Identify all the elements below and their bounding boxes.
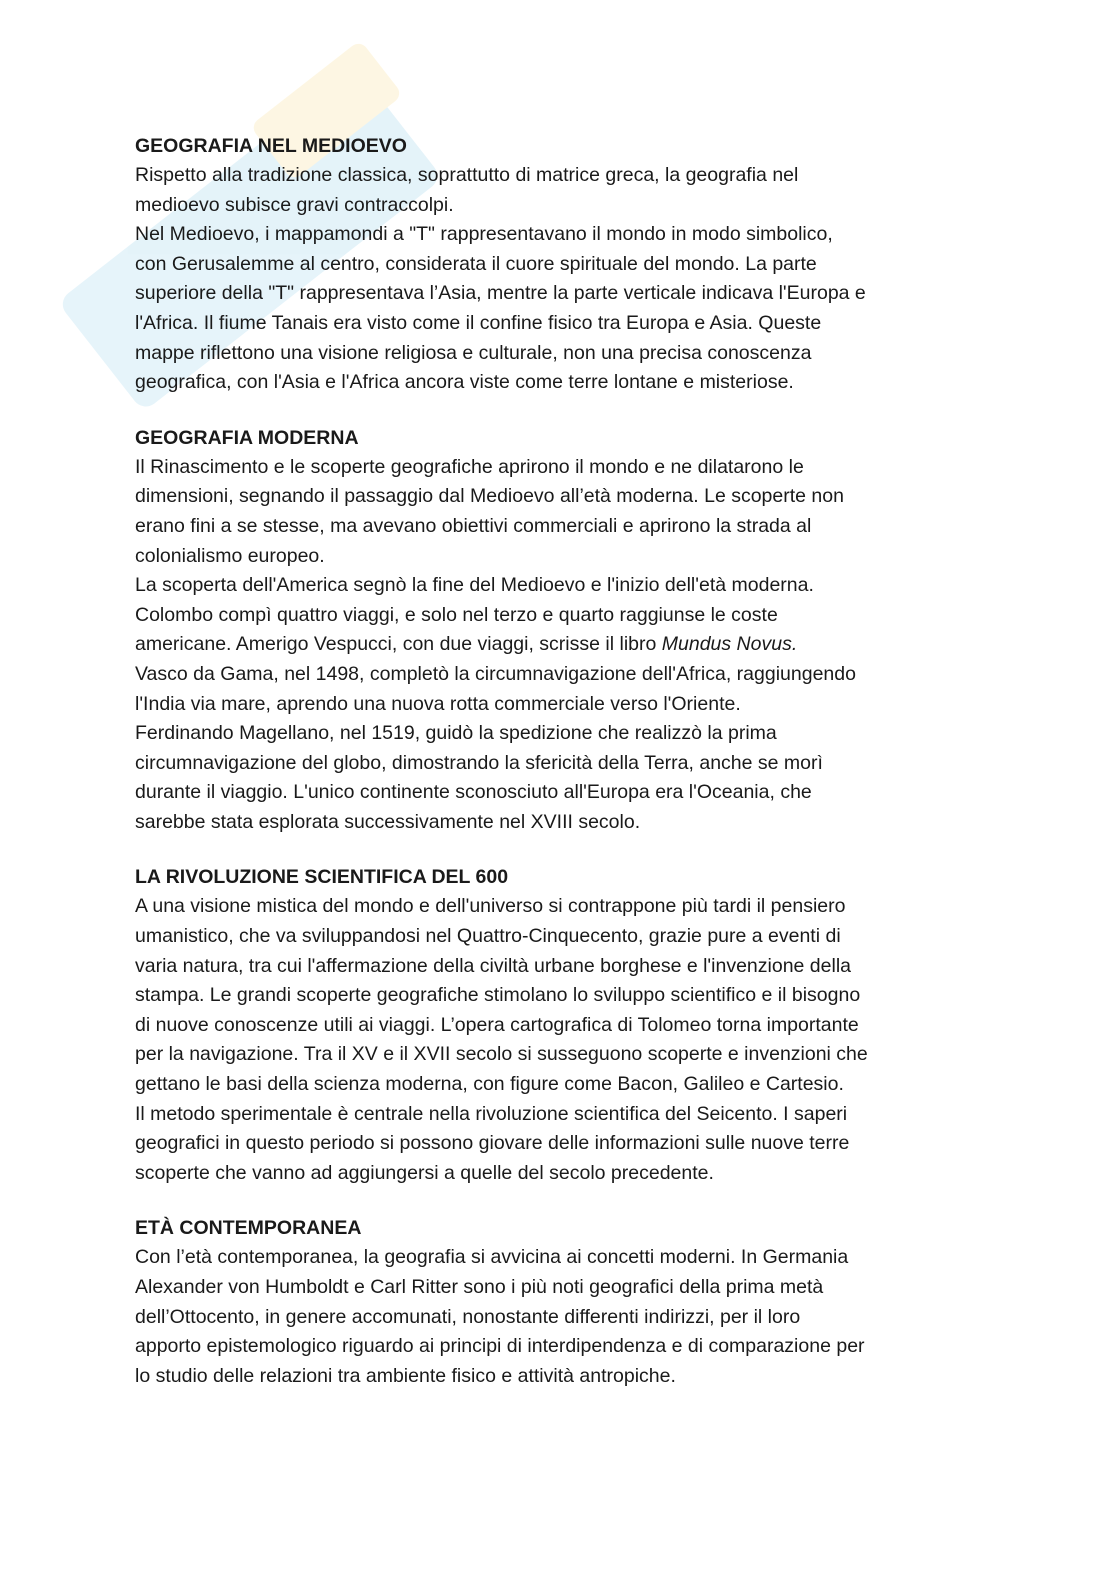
text-line: Vasco da Gama, nel 1498, completò la circumnavigazione dell'Africa, raggiungendo: [135, 662, 856, 685]
text-line: colonialismo europeo.: [135, 544, 325, 567]
section-body: [135, 453, 995, 838]
section-body: [135, 1243, 995, 1391]
text-line: umanistico, che va sviluppandosi nel Quattro-Cinquecento, grazie pure a eventi di: [135, 925, 841, 948]
text-line: dell’Ottocento, in genere accomunati, nonostante differenti indirizzi, per il loro: [135, 1305, 801, 1328]
text-line: Ferdinando Magellano, nel 1519, guidò la spedizione che realizzò la prima: [135, 722, 777, 745]
text-line: Il metodo sperimentale è centrale nella rivoluzione scientifica del Seicento. I saperi: [135, 1102, 848, 1125]
text-line: mappe riflettono una visione religiosa e culturale, non una precisa conoscenza: [135, 341, 812, 364]
text-line: varia natura, tra cui l'affermazione della civiltà urbane borghese e l'invenzione della: [135, 954, 852, 977]
section-medioevo: [135, 131, 995, 398]
document-page: [135, 131, 995, 1416]
text-line: medioevo subisce gravi contraccolpi.: [135, 193, 454, 216]
text-line: Con l’età contemporanea, la geografia si avvicina ai concetti moderni. In Germania: [135, 1246, 849, 1269]
text-line: Il Rinascimento e le scoperte geografiche aprirono il mondo e ne dilatarono le: [135, 455, 804, 478]
text-line: Alexander von Humboldt e Carl Ritter sono i più noti geografici della prima metà: [135, 1276, 824, 1298]
text-line: Rispetto alla tradizione classica, soprattutto di matrice greca, la geografia nel: [135, 164, 799, 186]
section-heading: GEOGRAFIA MODERNA: [135, 426, 359, 449]
text-line: sarebbe stata esplorata successivamente nel XVIII secolo.: [135, 810, 641, 833]
text-line: scoperte che vanno ad aggiungersi a quelle del secolo precedente.: [135, 1161, 714, 1184]
text-line-with-title: [135, 630, 995, 660]
section-heading: LA RIVOLUZIONE SCIENTIFICA DEL 600: [135, 866, 509, 889]
text-line: Colombo compì quattro viaggi, e solo nel terzo e quarto raggiunse le coste: [135, 603, 778, 626]
text-line: gettano le basi della scienza moderna, con figure come Bacon, Galileo e Cartesio.: [135, 1073, 844, 1096]
text-line: americane. Amerigo Vespucci, con due viaggi, scrisse il libro: [135, 633, 657, 656]
text-line: l'India via mare, aprendo una nuova rotta commerciale verso l'Oriente.: [135, 692, 741, 715]
text-line: dimensioni, segnando il passaggio dal Medioevo all’età moderna. Le scoperte non: [135, 485, 844, 508]
book-title: Mundus Novus.: [661, 633, 798, 656]
text-line: geografici in questo periodo si possono giovare delle informazioni sulle nuove terre: [135, 1132, 850, 1155]
text-line: di nuove conoscenze utili ai viaggi. L’opera cartografica di Tolomeo torna importante: [135, 1013, 859, 1036]
text-line: lo studio delle relazioni tra ambiente fisico e attività antropiche.: [135, 1364, 676, 1387]
text-line: La scoperta dell'America segnò la fine del Medioevo e l'inizio dell'età moderna.: [135, 574, 814, 597]
text-line: durante il viaggio. L'unico continente sconosciuto all'Europa era l'Oceania, che: [135, 781, 812, 804]
text-line: Nel Medioevo, i mappamondi a "T" rappresentavano il mondo in modo simbolico,: [135, 223, 833, 246]
section-eta-contemporanea: [135, 1213, 995, 1391]
section-heading: ETÀ CONTEMPORANEA: [135, 1217, 362, 1240]
section-moderna: [135, 423, 995, 838]
text-line: circumnavigazione del globo, dimostrando la sfericità della Terra, anche se morì: [135, 751, 823, 774]
text-line: geografica, con l'Asia e l'Africa ancora viste come terre lontane e misteriose.: [135, 371, 794, 394]
text-line: l'Africa. Il fiume Tanais era visto come il confine fisico tra Europa e Asia. Queste: [135, 311, 822, 334]
text-line: con Gerusalemme al centro, considerata il cuore spirituale del mondo. La parte: [135, 252, 817, 275]
text-line: erano fini a se stesse, ma avevano obiettivi commerciali e aprirono la strada al: [135, 514, 812, 537]
text-line: superiore della "T" rappresentava l’Asia, mentre la parte verticale indicava l'Europa e: [135, 282, 866, 305]
text-line: stampa. Le grandi scoperte geografiche stimolano lo sviluppo scientifico e il bisogno: [135, 984, 861, 1007]
section-body: [135, 892, 995, 1188]
text-line: per la navigazione. Tra il XV e il XVII secolo si susseguono scoperte e invenzioni che: [135, 1043, 868, 1066]
section-body: [135, 161, 995, 398]
section-heading: GEOGRAFIA NEL MEDIOEVO: [135, 135, 407, 157]
section-rivoluzione-scientifica: [135, 862, 995, 1188]
text-line: A una visione mistica del mondo e dell'universo si contrappone più tardi il pensiero: [135, 895, 846, 918]
text-line: apporto epistemologico riguardo ai principi di interdipendenza e di comparazione per: [135, 1335, 865, 1358]
